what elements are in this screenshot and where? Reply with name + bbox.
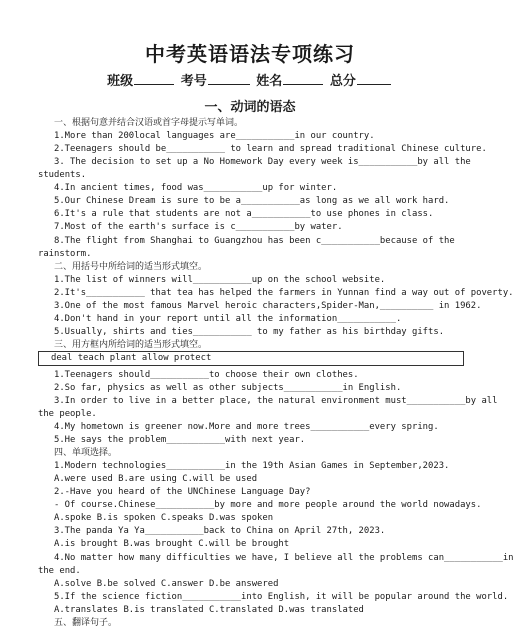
part4-instruction: 四、单项选择。 (54, 448, 118, 458)
question-line: 2.It's___________ that tea has helped the farmers in Yunnan find a way out of poverty. (54, 288, 514, 298)
question-line: 5.Usually, shirts and ties___________ to my father as his birthday gifts. (54, 327, 445, 337)
question-line: 8.The flight from Shanghai to Guangzhou has been c___________because of the (54, 236, 455, 246)
number-label: 考号 (180, 74, 207, 89)
score-blank[interactable] (357, 73, 391, 85)
question-line: 5.If the science fiction___________into English, it will be popular around the world. (54, 592, 509, 602)
options-line: A.spoke B.is spoken C.speaks D.was spoken (54, 513, 274, 523)
question-line: 3.One of the most famous Marvel heroic characters,Spider-Man,__________ in 1962. (54, 301, 482, 311)
question-line: 2.Teenagers should be___________ to learn and spread traditional Chinese culture. (54, 144, 487, 154)
name-blank[interactable] (283, 73, 323, 85)
section-heading-voice: 一、动词的语态 (204, 100, 296, 115)
question-line: 3.The panda Ya Ya___________back to China on April 27th, 2023. (54, 526, 386, 536)
question-line: 4.No matter how many difficulties we have, I believe all the problems can___________in (54, 553, 514, 563)
question-line: 7.Most of the earth's surface is c___________by water. (54, 222, 343, 232)
question-line: the end. (38, 566, 81, 576)
question-line: 1.Modern technologies___________in the 19th Asian Games in September,2023. (54, 461, 450, 471)
question-line: 4.My hometown is greener now.More and more trees___________every spring. (54, 422, 439, 432)
question-line: the people. (38, 409, 97, 419)
question-line: students. (38, 170, 87, 180)
class-label: 班级 (107, 74, 134, 89)
options-line: A.were used B.are using C.will be used (54, 474, 258, 484)
page-title: 中考英语语法专项练习 (145, 42, 355, 66)
question-line: 1.More than 200local languages are___________in our country. (54, 131, 375, 141)
part1-instruction: 一、根据句意并结合汉语或首字母提示写单词。 (54, 118, 244, 128)
part2-instruction: 二、用括号中所给词的适当形式填空。 (54, 262, 208, 272)
question-line: 3. The decision to set up a No Homework Day every week is___________by all the (54, 157, 471, 167)
question-line: 5.He says the problem___________with next year. (54, 435, 306, 445)
question-line: 6.It's a rule that students are not a___________to use phones in class. (54, 209, 434, 219)
score-label: 总分 (329, 74, 356, 89)
question-line: 5.Our Chinese Dream is sure to be a___________as long as we all work hard. (54, 196, 450, 206)
student-info-row (0, 70, 500, 89)
question-line: - Of course.Chinese___________by more and more people around the world nowadays. (54, 500, 482, 510)
name-label: 姓名 (256, 74, 283, 89)
options-line: A.is brought B.was brought C.will be brought (54, 539, 290, 549)
question-line: 1.The list of winners will___________up on the school website. (54, 275, 386, 285)
part3-instruction: 三、用方框内所给词的适当形式填空。 (54, 340, 208, 350)
question-line: 4.Don't hand in your report until all the information___________. (54, 314, 402, 324)
number-blank[interactable] (208, 73, 250, 85)
question-line: rainstorm. (38, 249, 92, 259)
question-line: 3.In order to live in a better place, the natural environment must___________by all (54, 396, 498, 406)
part5-instruction: 五、翻译句子。 (54, 618, 118, 628)
options-line: A.solve B.be solved C.answer D.be answered (54, 579, 279, 589)
word-box: deal teach plant allow protect (38, 351, 464, 366)
question-line: 4.In ancient times, food was___________up for winter. (54, 183, 338, 193)
question-line: 1.Teenagers should___________to choose their own clothes. (54, 370, 359, 380)
question-line: 2.So far, physics as well as other subjects___________in English. (54, 383, 402, 393)
class-blank[interactable] (134, 73, 174, 85)
options-line: A.translates B.is translated C.translated D.was translated (54, 605, 364, 615)
question-line: 2.-Have you heard of the UNChinese Language Day? (54, 487, 311, 497)
